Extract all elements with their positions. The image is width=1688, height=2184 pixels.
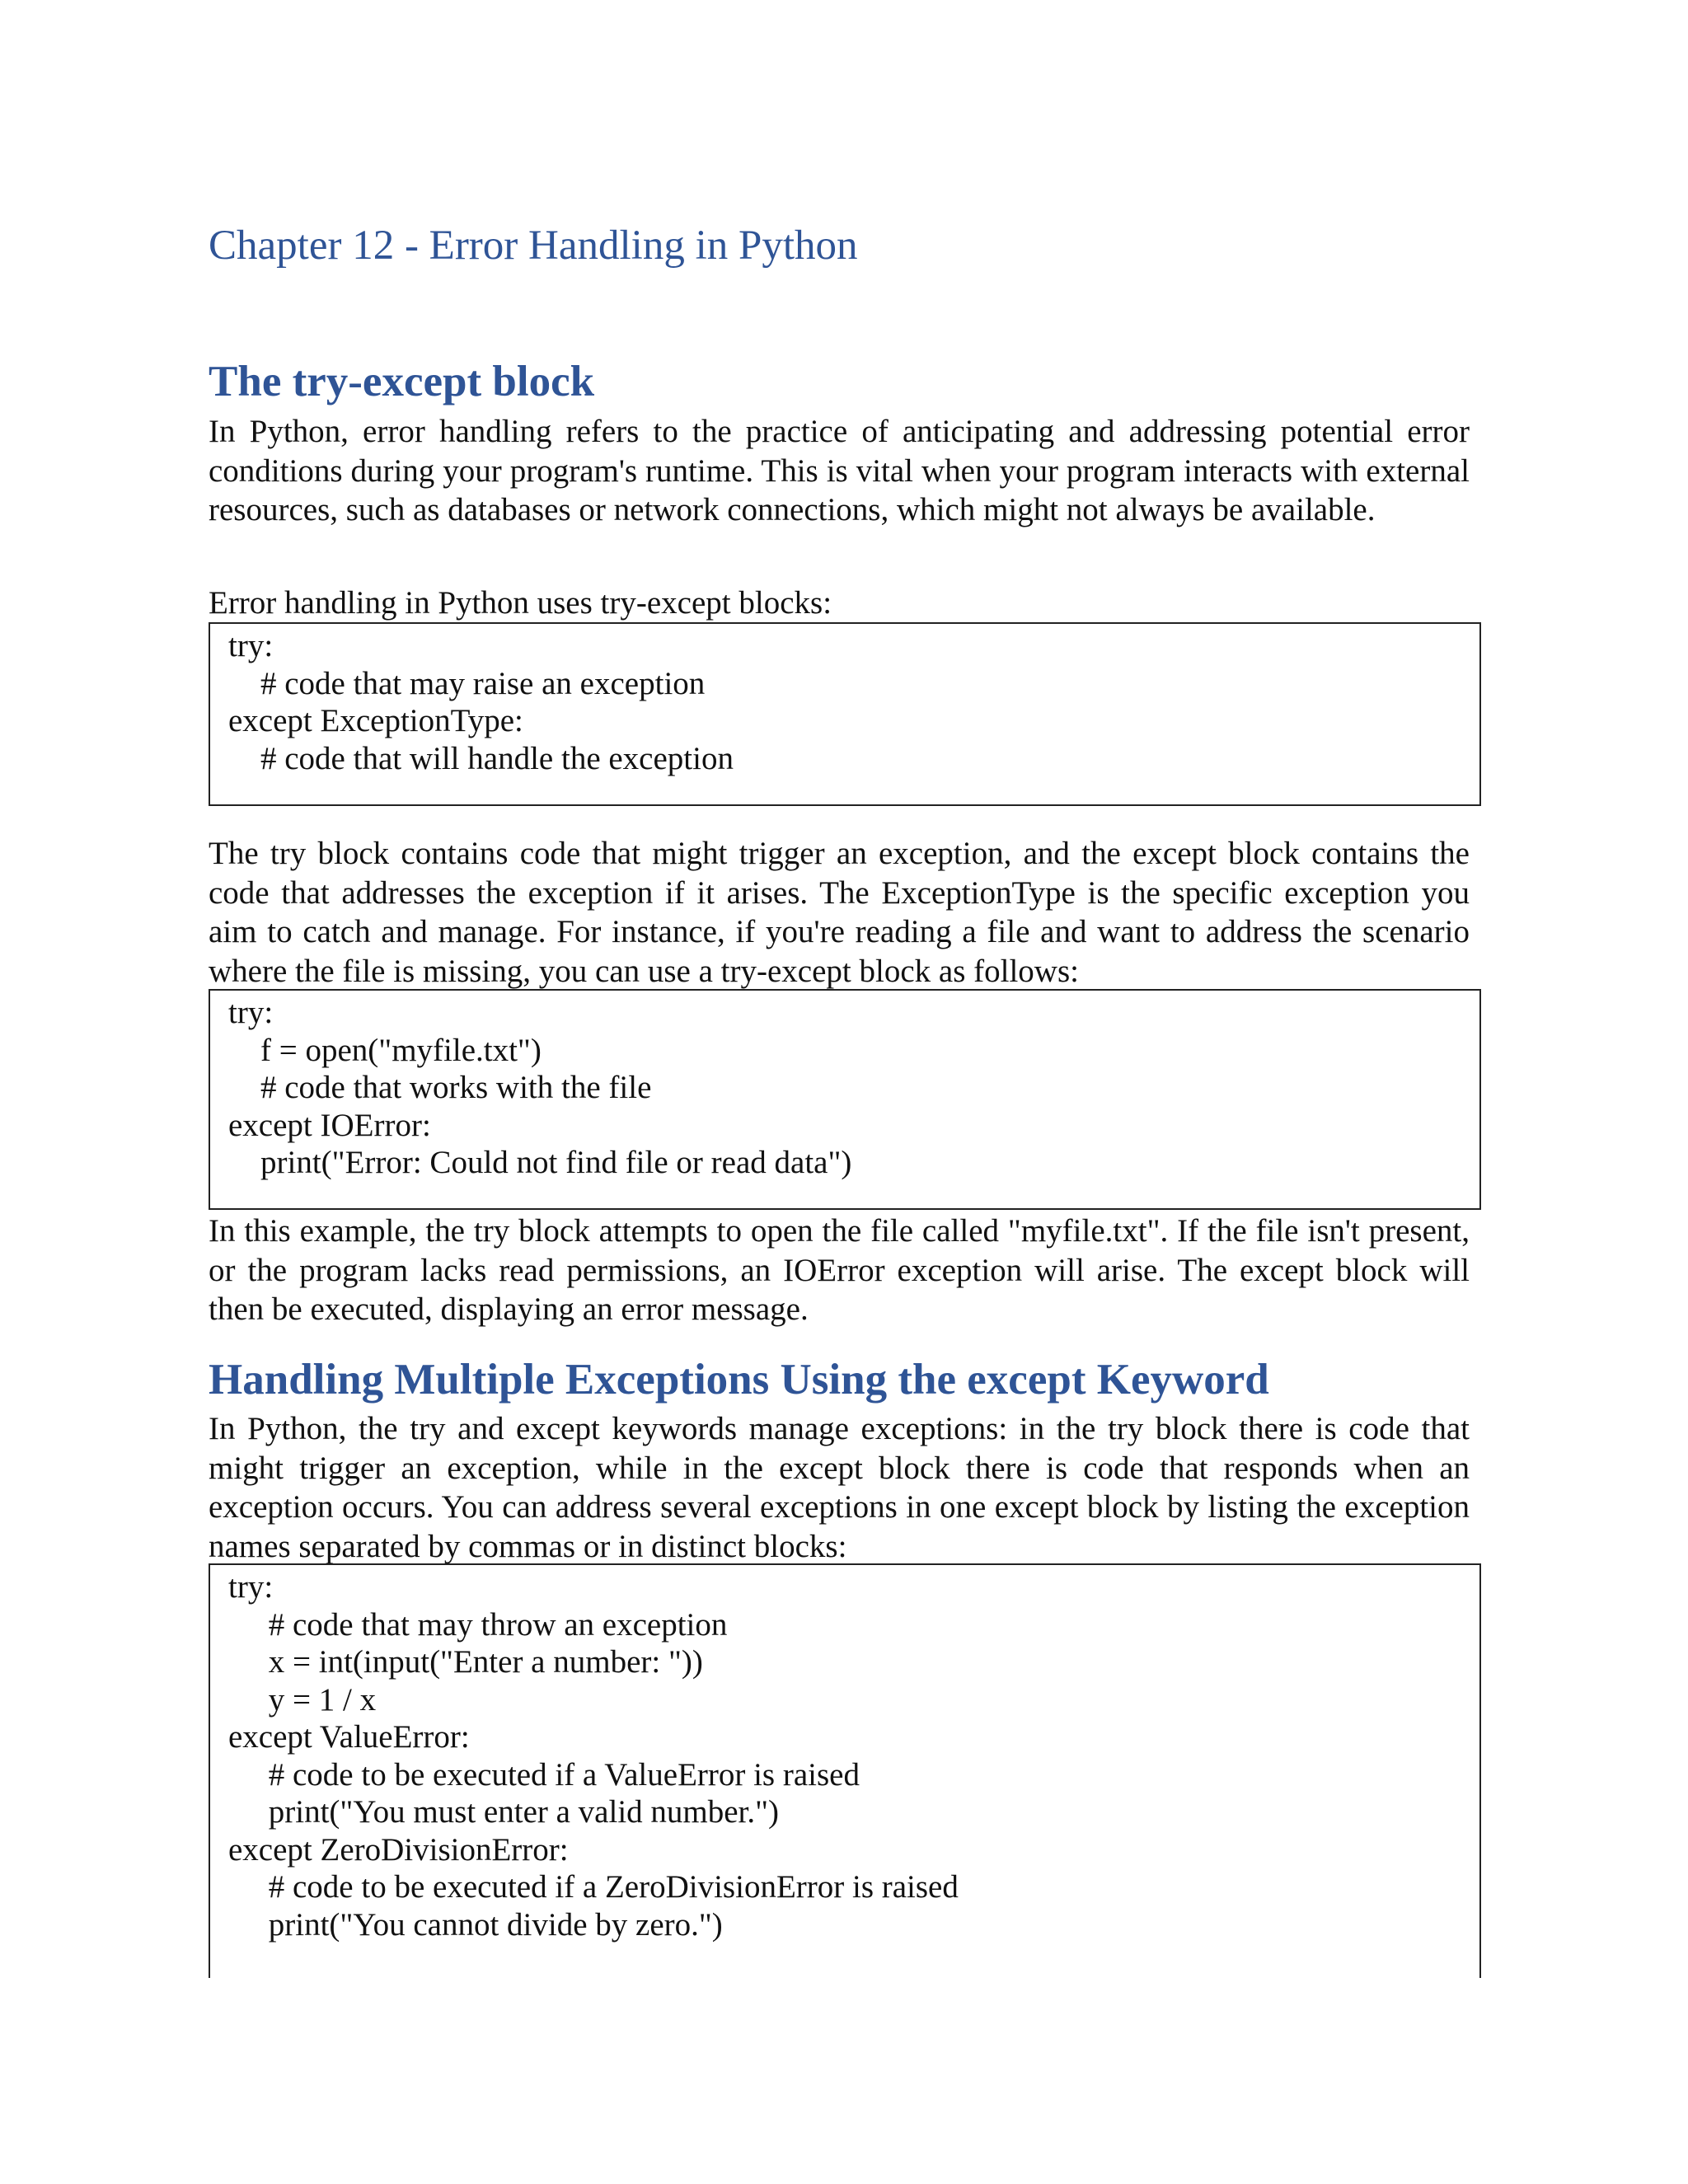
code-line: try:	[228, 995, 274, 1030]
paragraph-file-example-explanation: In this example, the try block attempts to open the file called "myfile.txt". If the file isn't present, or the program lacks read permissions, an IOError exception will arise. The except block will then be executed, displaying an error message.	[209, 1213, 1470, 1327]
code-line: # code to be executed if a ValueError is raised	[228, 1756, 860, 1793]
code-line: # code that may throw an exception	[228, 1606, 728, 1643]
paragraph-try-except-lead: Error handling in Python uses try-except blocks:	[209, 585, 832, 621]
code-block-file-example	[209, 989, 1481, 1210]
code-line: f = open("myfile.txt")	[228, 1032, 542, 1068]
code-line: x = int(input("Enter a number: "))	[228, 1644, 703, 1680]
code-line: print("Error: Could not find file or read data")	[228, 1145, 852, 1180]
code-line: try:	[228, 1569, 274, 1605]
code-line: # code to be executed if a ZeroDivisionError is raised	[228, 1869, 959, 1905]
code-line: except ZeroDivisionError:	[228, 1831, 569, 1868]
code-line: except IOError:	[228, 1107, 431, 1143]
section-heading-try-except: The try-except block	[209, 358, 595, 405]
code-line: # code that works with the file	[228, 1070, 652, 1105]
code-block-basic-try-except	[209, 622, 1481, 806]
paragraph-try-block-explanation: The try block contains code that might trigger an exception, and the except block contains the code that addresses the exception if it arises. The ExceptionType is the specific exception you aim to catch and manage. For instance, if you're reading a file and want to address the scenario where the file is missing, you can use a try-except block as follows:	[209, 836, 1470, 989]
code-line: try:	[228, 628, 274, 663]
code-line: except ExceptionType:	[228, 703, 523, 738]
code-block-multiple-exceptions	[209, 1563, 1481, 1978]
code-line: y = 1 / x	[228, 1681, 377, 1718]
code-line: # code that will handle the exception	[228, 740, 734, 776]
code-line: print("You must enter a valid number.")	[228, 1794, 780, 1830]
paragraph-intro: In Python, error handling refers to the practice of anticipating and addressing potential error conditions during your program's runtime. This is vital when your program interacts with external resources, such as databases or network connections, which might not always be available.	[209, 414, 1470, 527]
code-line: # code that may raise an exception	[228, 665, 706, 701]
code-line: except ValueError:	[228, 1719, 470, 1755]
chapter-title: Chapter 12 - Error Handling in Python	[209, 223, 858, 269]
section-heading-multiple-exceptions: Handling Multiple Exceptions Using the except Keyword	[209, 1356, 1269, 1404]
paragraph-multiple-exceptions: In Python, the try and except keywords manage exceptions: in the try block there is code that might trigger an exception, while in the except block there is code that responds when an exception occurs. You can address several exceptions in one except block by listing the exception names separated by commas or in distinct blocks:	[209, 1411, 1470, 1564]
code-line: print("You cannot divide by zero.")	[228, 1906, 723, 1943]
